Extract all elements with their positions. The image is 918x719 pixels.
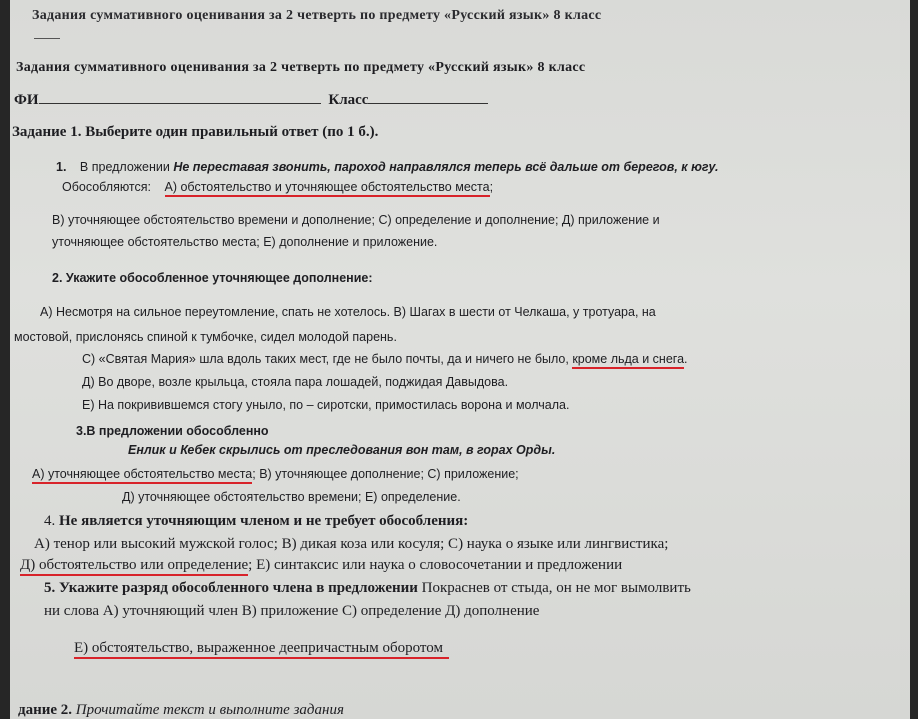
q2-line3: С) «Святая Мария» шла вдоль таких мест, где не было почты, да и ничего не было, кроме льда и снега. — [82, 352, 688, 366]
task1-title: Задание 1. Выберите один правильный ответ (по 1 б.). — [12, 124, 379, 140]
q1-line1 — [56, 160, 719, 174]
class-label: Класс — [328, 92, 369, 108]
q1-option-a-answer: А) обстоятельство и уточняющее обстоятельство места — [165, 180, 490, 197]
q4-line2: Д) обстоятельство или определение; Е) синтаксис или наука о словосочетании и предложении — [20, 557, 622, 574]
name-class-line — [14, 92, 488, 109]
fio-label: ФИ — [14, 92, 39, 108]
q2-answer-underlined: кроме льда и снега — [572, 352, 684, 369]
q1-line3: уточняющее обстоятельство места; Е) дополнение и приложение. — [52, 235, 438, 249]
q5-option-e-answer: Е) обстоятельство, выраженное деепричастным оборотом — [74, 640, 449, 657]
q1-line2: В) уточняющее обстоятельство времени и дополнение; С) определение и дополнение; Д) приложение и — [52, 213, 660, 227]
header-repeat: Задания суммативного оценивания за 2 четверть по предмету «Русский язык» 8 класс — [32, 8, 602, 23]
class-blank[interactable] — [368, 103, 488, 104]
worksheet-page — [10, 0, 910, 719]
fio-blank[interactable] — [39, 103, 321, 104]
q2-title: 2. Укажите обособленное уточняющее дополнение: — [52, 271, 373, 285]
q1-number: 1. — [56, 160, 67, 174]
q1-isolated-label: Обособляются: — [62, 180, 152, 194]
task2-text: Прочитайте текст и выполните задания — [75, 702, 344, 718]
q3-line2: Д) уточняющее обстоятельство времени; Е) определение. — [122, 490, 461, 504]
q1-sentence: Не переставая звонить, пароход направлялся теперь всё дальше от берегов, к югу. — [173, 160, 719, 174]
q3-sentence: Енлик и Кебек скрылись от преследования вон там, в горах Орды. — [128, 443, 556, 457]
worksheet-header: Задания суммативного оценивания за 2 четверть по предмету «Русский язык» 8 класс — [16, 60, 586, 75]
task2-line — [18, 702, 344, 719]
q2-line1: А) Несмотря на сильное переутомление, спать не хотелось. В) Шагах в шести от Челкаша, у тротуара, на — [40, 305, 656, 319]
q3-line1: А) уточняющее обстоятельство места; В) уточняющее дополнение; С) приложение; — [32, 467, 519, 481]
q4-option-d-answer: Д) обстоятельство или определение — [20, 557, 248, 576]
q4-line1: А) тенор или высокий мужской голос; В) дикая коза или косуля; С) наука о языке или лингвистика; — [34, 536, 669, 552]
q3-option-a-answer: А) уточняющее обстоятельство места — [32, 467, 252, 484]
q2-line5: Е) На покривившемся стогу уныло, по – сиротски, примостилась ворона и молчала. — [82, 398, 570, 412]
q2-line2: мостовой, прислонясь спиной к тумбочке, сидел молодой парень. — [14, 330, 397, 344]
q4-title: Не является уточняющим членом и не требует обособления: — [59, 513, 469, 529]
task2-title: дание 2. — [18, 702, 73, 718]
q1-line1b: Обособляются: А) обстоятельство и уточняющее обстоятельство места; — [62, 180, 493, 194]
q3-title: 3.В предложении обособленно — [76, 424, 269, 438]
q5-line2: ни слова А) уточняющий член В) приложение С) определение Д) дополнение — [44, 603, 540, 619]
q5-title: 5. Укажите разряд обособленного члена в предложении — [44, 580, 418, 596]
q4-title-line: 4. Не является уточняющим членом и не требует обособления: — [44, 513, 469, 529]
q5-title-line — [44, 580, 691, 597]
q1-intro: В предложении — [79, 160, 170, 174]
q5-sentence: Покраснев от стыда, он не мог вымолвить — [417, 580, 691, 596]
q2-line4: Д) Во дворе, возле крыльца, стояла пара лошадей, поджидая Давыдова. — [82, 375, 509, 389]
header-dash — [34, 38, 60, 39]
